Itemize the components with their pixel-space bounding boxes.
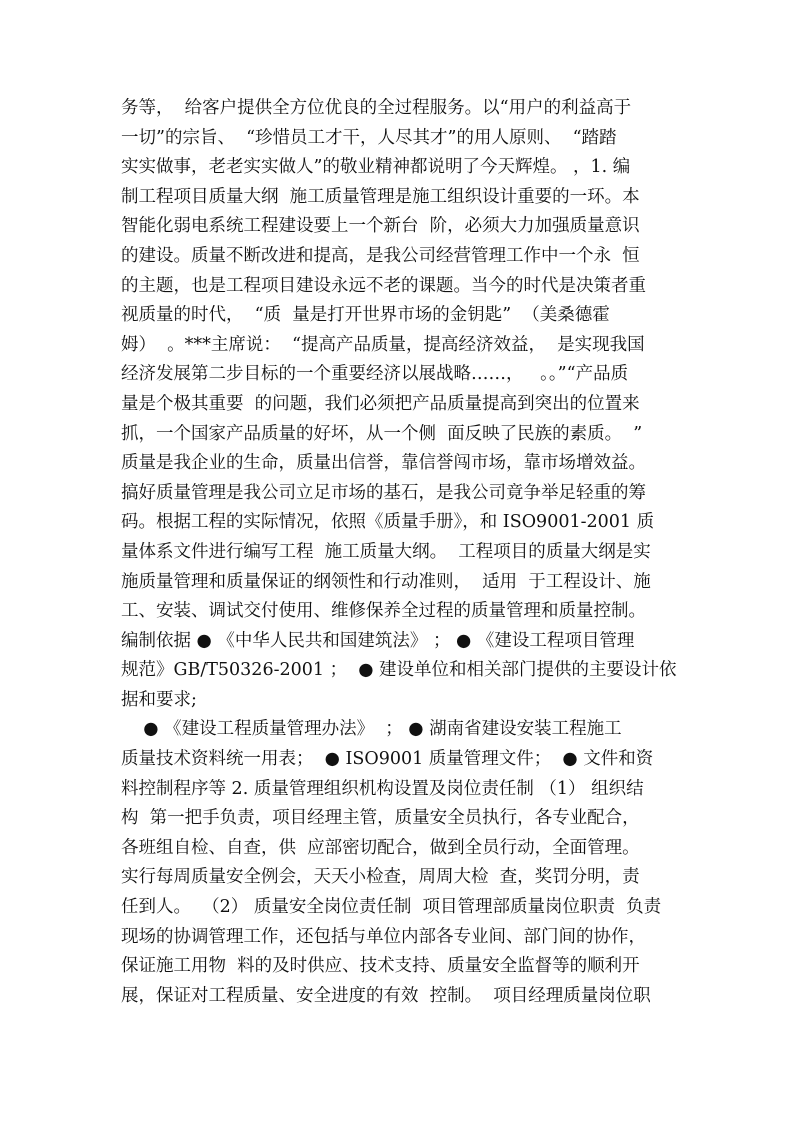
text-line: 抓，一个国家产品质量的好坏，从一个侧 面反映了民族的素质。 ” [121,423,643,444]
text-line: 工、安装、调试交付使用、维修保养全过程的质量管理和质量控制。 [121,601,646,622]
body-text [121,94,681,1011]
text-line: 量是个极其重要 的问题，我们必须把产品质量提高到突出的位置来 [121,393,640,414]
text-line: 保证施工用物 料的及时供应、技术支持、质量安全监督等的顺利开 [121,956,640,977]
text-line: 施质量管理和质量保证的纲领性和行动准则， 适用 于工程设计、施 [121,571,651,592]
text-line: 规范》GB/T50326-2001 ； ● 建设单位和相关部门提供的主要设计依 [121,660,677,681]
text-line: 视质量的时代， “质 量是打开世界市场的金钥匙” （美桑德霍 [121,305,610,326]
text-line: 实行每周质量安全例会，天天小检查，周周大检 查，奖罚分明，责 [121,867,640,888]
text-line: 展，保证对工程质量、安全进度的有效 控制。 项目经理质量岗位职 [121,985,651,1006]
text-line: 搞好质量管理是我公司立足市场的基石，是我公司竟争举足轻重的筹 [121,482,646,503]
text-line: 的建设。质量不断改进和提高，是我公司经营管理工作中一个永 恒 [121,245,640,266]
text-line: 务等， 给客户提供全方位优良的全过程服务。以“用户的利益高于 [121,98,632,118]
text-line: 经济发展第二步目标的一个重要经济以展战略……， 。。”“产品质 [121,364,629,385]
text-line: 任到人。 （2） 质量安全岗位责任制 项目管理部质量岗位职责 负责 [121,897,662,918]
text-line: 各班组自检、自查，供 应部密切配合，做到全员行动，全面管理。 [121,837,640,858]
text-line: 智能化弱电系统工程建设要上一个新台 阶，必须大力加强质量意识 [121,216,640,237]
text-line: 现场的协调管理工作，还包括与单位内部各专业间、部门间的协作， [121,926,646,947]
text-line: 制工程项目质量大纲 施工质量管理是施工组织设计重要的一环。本 [121,186,640,207]
text-line: 量体系文件进行编写工程 施工质量大纲。 工程项目的质量大纲是实 [121,541,651,562]
text-line: 的主题，也是工程项目建设永远不老的课题。当今的时代是决策者重 [121,275,646,296]
text-line: 一切”的宗旨、 “珍惜员工才干，人尽其才”的用人原则、 “踏踏 [121,127,617,148]
text-line: 姆） 。***主席说： “提高产品质量，提高经济效益， 是实现我国 [121,334,645,355]
text-line: 质量是我企业的生命，质量出信誉，靠信誉闯市场，靠市场增效益。 [121,453,646,474]
text-line: 质量技术资料统一用表； ● ISO9001 质量管理文件； ● 文件和资 [121,749,654,770]
text-line: 码。根据工程的实际情况，依照《质量手册》，和 ISO9001-2001 质 [121,512,655,533]
text-line: 据和要求; [121,689,197,710]
text-line: 构 第一把手负责，项目经理主管，质量安全员执行，各专业配合， [121,808,640,829]
text-line: ● 《建设工程质量管理办法》 ； ● 湖南省建设安装工程施工 [121,719,622,740]
text-line: 料控制程序等 2. 质量管理组织机构设置及岗位责任制 （1） 组织结 [121,778,644,799]
text-line: 编制依据 ● 《中华人民共和国建筑法》 ； ● 《建设工程项目管理 [121,630,635,651]
text-line: 实实做事，老老实实做人”的敬业精神都说明了今天辉煌。 ，1. 编 [121,157,631,178]
